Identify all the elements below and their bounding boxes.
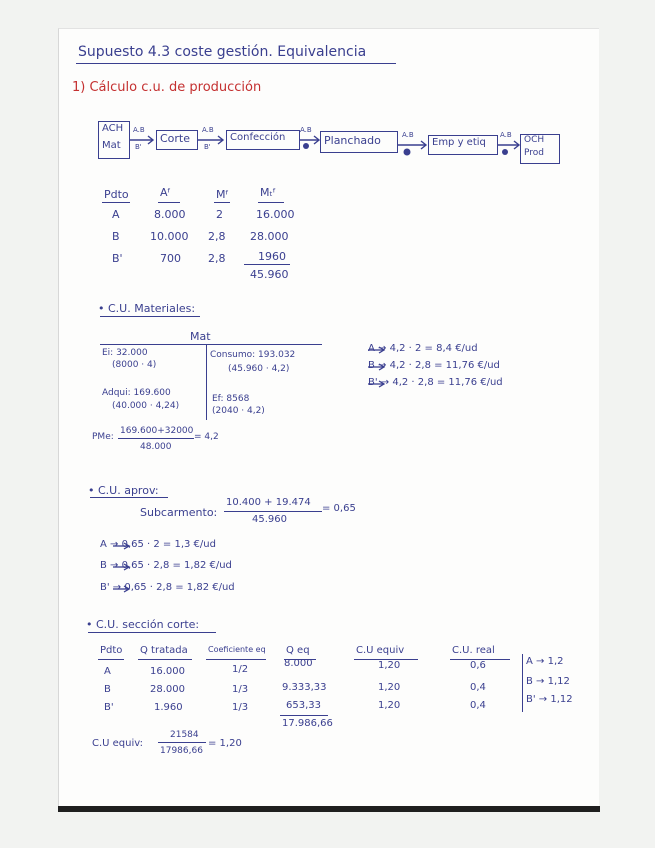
equiv-label: C.U equiv: [92,738,144,749]
corte-header-qeq: Q eq [286,645,310,656]
prod-sum-line [244,264,290,265]
corte-underline [88,632,216,633]
equiv-result: = 1,20 [208,738,242,749]
approv-line-b2: B' → 0,65 · 2,8 = 1,82 €/ud [100,582,235,593]
pmp-label: PMe: [92,432,114,442]
mat-consumo: Consumo: 193.032 [210,350,296,360]
mat-line-b: B → 4,2 · 2,8 = 11,76 €/ud [368,360,500,371]
prod-cell: A [112,208,120,221]
prod-header-underline [158,202,180,203]
section-heading-1: 1) Cálculo c.u. de producción [72,80,262,95]
materials-underline [100,316,200,317]
mat-adqui: Adqui: 169.600 [102,388,171,398]
mat-line-a: A → 4,2 · 2 = 8,4 €/ud [368,343,478,354]
corte-heading: • C.U. sección corte: [86,618,200,631]
prod-cell: 8.000 [154,208,186,221]
mat-t-header: Mat [190,330,211,343]
corte-sum-line [280,715,328,716]
flow-start-bottom: Mat [102,140,121,151]
flow-arrow5-top: A.B [500,131,512,139]
corte-result-b2: B' → 1,12 [526,694,573,705]
prod-cell: B [112,230,120,243]
equiv-denominator: 17986,66 [160,746,203,756]
flow-step-planchado-label: Planchado [324,134,381,147]
mat-adqui-calc: (40.000 · 4,24) [112,401,180,411]
corte-header-pdto: Pdto [100,645,123,656]
corte-cell: 1/2 [232,664,249,675]
corte-cell: 1.960 [154,702,183,713]
corte-header-underline [98,659,124,660]
mat-ef-calc: (2040 · 4,2) [212,406,265,416]
page-title: Supuesto 4.3 coste gestión. Equivalencia [78,44,367,60]
corte-cell: 1,20 [378,660,401,671]
flow-start-top: ACH [102,123,124,134]
prod-cell: 16.000 [256,208,295,221]
prod-cell: 2,8 [208,252,226,265]
corte-cell: B' [104,702,114,713]
approv-line-b: B → 0,65 · 2,8 = 1,82 €/ud [100,560,232,571]
flow-step-corte-label: Corte [160,132,191,145]
corte-cell: 653,33 [286,700,321,711]
mat-ei-calc: (8000 · 4) [112,360,157,370]
pmp-result: = 4,2 [194,432,219,442]
prod-cell: 2,8 [208,230,226,243]
approv-sub-num: 10.400 + 19.474 [226,497,311,508]
prod-cell: 700 [160,252,181,265]
corte-cell: 0,6 [470,660,486,671]
corte-result-a: A → 1,2 [526,656,564,667]
t-account-top [100,344,322,345]
prod-header-mtf: Mₜᶠ [260,186,276,199]
flow-step-empaquetado-label: Emp y etiq [432,137,486,148]
corte-results-bracket [522,654,523,712]
corte-header-qtratada: Q tratada [140,645,188,656]
t-account-divider [206,344,207,420]
prod-cell: 2 [216,208,223,221]
mat-consumo-calc: (45.960 · 4,2) [228,364,290,374]
corte-total: 17.986,66 [282,718,333,729]
corte-cell: 1,20 [378,682,401,693]
corte-header-underline [138,659,192,660]
prod-header-pdto: Pdto [104,188,129,201]
approv-sub-label: Subcarmento: [140,506,218,519]
flow-arrow2-bottom: B' [204,143,211,151]
pmp-denominator: 48.000 [140,442,172,452]
corte-header-cuequiv: C.U equiv [356,645,405,656]
equiv-numerator: 21584 [170,730,199,740]
corte-cell: 28.000 [150,684,185,695]
flow-arrow1-top: A.B [133,126,145,134]
mat-line-b2: B' → 4,2 · 2,8 = 11,76 €/ud [368,377,503,388]
prod-header-mf: Mᶠ [216,188,229,201]
corte-cell: A [104,666,111,677]
prod-header-underline [102,202,130,203]
prod-header-underline [214,202,230,203]
flow-end-top: OCH [524,135,545,145]
pmp-fraction-bar [118,438,194,439]
corte-cell: 1/3 [232,684,249,695]
pmp-numerator: 169.600+32000 [120,426,194,436]
flow-arrow3-top: A.B [300,126,312,134]
prod-header-af: Aᶠ [160,186,171,199]
approv-heading: • C.U. aprov: [88,484,159,497]
corte-result-b: B → 1,12 [526,676,570,687]
title-underline [76,63,396,64]
corte-cell: 1,20 [378,700,401,711]
approv-sub-result: = 0,65 [322,503,356,514]
corte-cell: 1/3 [232,702,249,713]
corte-header-coef: Coeficiente eq [208,645,266,654]
corte-cell: 9.333,33 [282,682,327,693]
prod-cell: B' [112,252,123,265]
corte-cell: 16.000 [150,666,185,677]
flow-end-bottom: Prod [524,148,544,158]
prod-total: 45.960 [250,268,289,281]
approv-underline [90,497,168,498]
corte-cell: B [104,684,111,695]
prod-cell: 28.000 [250,230,289,243]
flow-arrow4-top: A.B [402,131,414,139]
prod-cell: 10.000 [150,230,189,243]
corte-header-cureal: C.U. real [452,645,495,656]
corte-cell: 8.000 [284,658,313,669]
approv-sub-den: 45.960 [252,514,287,525]
materials-heading: • C.U. Materiales: [98,302,196,315]
mat-ei: Ei: 32.000 [102,348,148,358]
corte-cell: 0,4 [470,700,486,711]
prod-header-underline [258,202,284,203]
corte-header-underline [206,659,266,660]
approv-line-a: A → 0,65 · 2 = 1,3 €/ud [100,539,216,550]
mat-ef: Ef: 8568 [212,394,250,404]
flow-step-confeccion-label: Confección [230,132,286,143]
approv-fraction-bar [224,511,322,512]
flow-arrow1-bottom: B' [135,143,142,151]
equiv-fraction-bar [158,742,206,743]
flow-arrow2-top: A.B [202,126,214,134]
prod-cell: 1960 [258,250,286,263]
corte-cell: 0,4 [470,682,486,693]
